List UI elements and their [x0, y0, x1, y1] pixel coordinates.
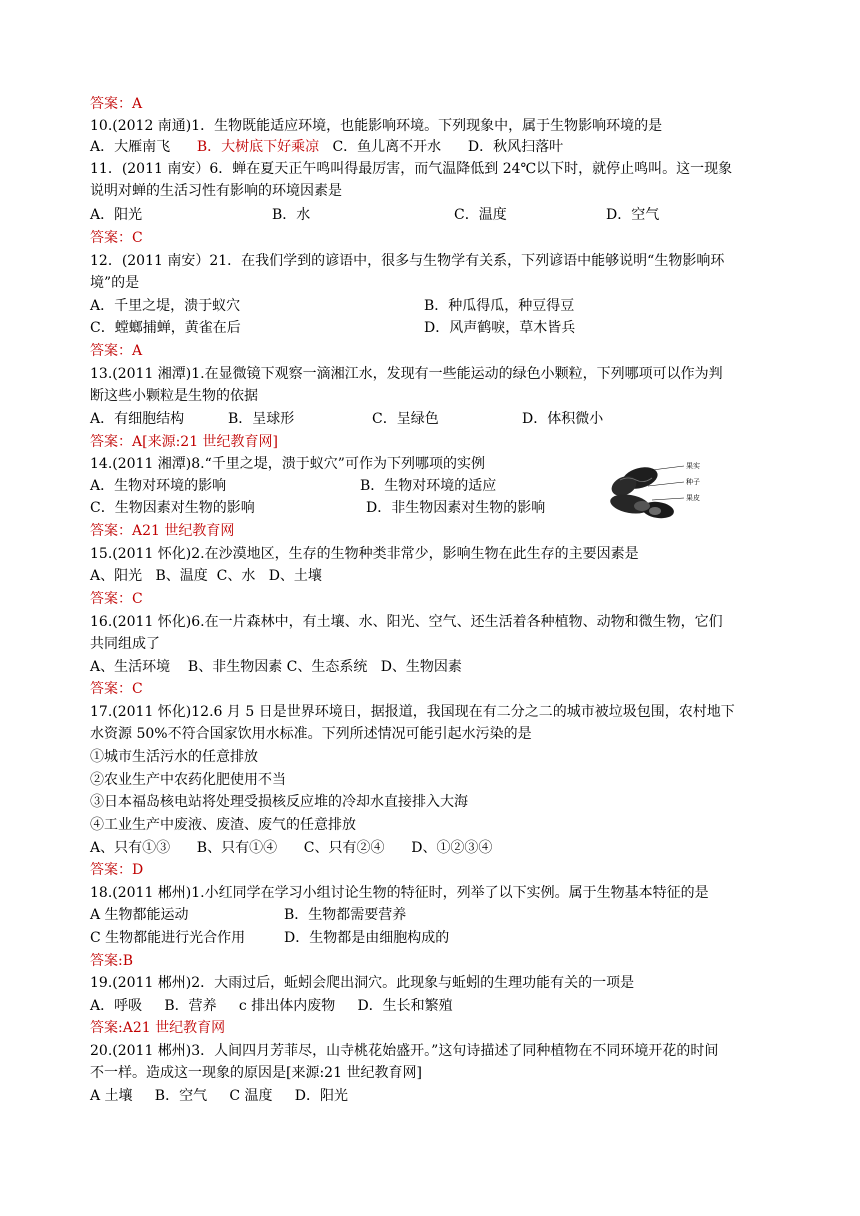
answer-line: 答案:A21 世纪教育网 [90, 1020, 226, 1036]
label-leader-line [648, 482, 684, 486]
figure-label-seed: 种子 [686, 478, 700, 486]
question-15-options: A、阳光 B、温度 C、水 D、土壤 [90, 568, 322, 584]
answer-line: 答案：C [90, 681, 143, 697]
peanut-shell-illustration [608, 464, 675, 520]
question-10: 10.(2012 南通)1．生物既能适应环境，也能影响环境。下列现象中，属于生物影响环境的是 [90, 118, 663, 134]
option-c: C．呈绿色 [372, 411, 439, 427]
option-c: C．生物因素对生物的影响 [90, 500, 255, 516]
question-17-item: ③日本福岛核电站将处理受损核反应堆的冷却水直接排入大海 [90, 794, 468, 810]
option-c: C．螳螂捕蝉，黄雀在后 [90, 320, 241, 336]
question-17-options: A、只有①③ B、只有①④ C、只有②④ D、①②③④ [90, 840, 493, 856]
answer-line: 答案：D [90, 862, 144, 878]
option-c: C．温度 [454, 207, 507, 223]
question-13-cont: 断这些小颗粒是生物的依据 [90, 388, 258, 404]
option-a: A．生物对环境的影响 [90, 478, 227, 494]
question-17-item: ①城市生活污水的任意排放 [90, 749, 258, 765]
option-d: D．体积微小 [522, 411, 604, 427]
answer-line: 答案：C [90, 230, 143, 246]
question-19-options: A．呼吸 B．营养 c 排出体内废物 D．生长和繁殖 [90, 998, 453, 1014]
question-18: 18.(2011 郴州)1.小红同学在学习小组讨论生物的特征时，列举了以下实例。属于生物基本特征的是 [90, 885, 709, 901]
answer-line: 答案：A [90, 343, 143, 359]
answer-line: 答案:B [90, 953, 134, 969]
question-10-options [90, 137, 563, 157]
question-13: 13.(2011 湘潭)1.在显微镜下观察一滴湘江水，发现有一些能运动的绿色小颗粒，下列哪项可以作为判 [90, 366, 723, 382]
question-11-cont: 说明对蝉的生活习性有影响的环境因素是 [90, 183, 342, 199]
option-a: A．千里之堤，溃于蚁穴 [90, 298, 241, 314]
option-text: C．鱼儿离不开水 D．秋风扫落叶 [319, 139, 564, 155]
option-d: D．风声鹤唳，草木皆兵 [424, 320, 576, 336]
option-b: B．生物都需要营养 [284, 907, 407, 923]
question-17-cont: 水资源 50%不符合国家饮用水标准。下列所述情况可能引起水污染的是 [90, 726, 532, 742]
question-16-options: A、生活环境 B、非生物因素 C、生态系统 D、生物因素 [90, 659, 462, 675]
option-text: A．大雁南飞 [90, 139, 197, 155]
label-leader-line [652, 498, 684, 500]
option-b: B．呈球形 [228, 411, 295, 427]
question-12-cont: 境”的是 [90, 275, 140, 291]
question-19: 19.(2011 郴州)2．大雨过后，蚯蚓会爬出洞穴。此现象与蚯蚓的生理功能有关的一项是 [90, 975, 635, 991]
answer-line: 答案：A [90, 96, 143, 112]
option-b: B．水 [272, 207, 311, 223]
question-16: 16.(2011 怀化)6.在一片森林中，有土壤、水、阳光、空气、还生活着各种植物、动物和微生物，它们 [90, 614, 723, 630]
option-a: A．有细胞结构 [90, 411, 185, 427]
option-b: B．种瓜得瓜，种豆得豆 [424, 298, 575, 314]
question-12: 12．(2011 南安）21．在我们学到的谚语中，很多与生物学有关系，下列谚语中能够说明“生物影响环 [90, 253, 725, 269]
option-d: D．非生物因素对生物的影响 [366, 500, 546, 516]
question-17-item: ④工业生产中废液、废渣、废气的任意排放 [90, 817, 356, 833]
peanut-diagram [600, 456, 710, 526]
answer-line: 答案：C [90, 591, 143, 607]
option-a: A．阳光 [90, 207, 143, 223]
option-text-highlighted: B．大树底下好乘凉 [196, 139, 320, 155]
option-b: B．生物对环境的适应 [360, 478, 497, 494]
option-a: A 生物都能运动 [90, 907, 189, 923]
figure-label-fruit: 果实 [686, 462, 700, 470]
question-20-options: A 土壤 B．空气 C 温度 D．阳光 [90, 1088, 348, 1104]
label-leader-line [652, 466, 684, 470]
question-20-cont: 不一样。造成这一现象的原因是[来源:21 世纪教育网] [90, 1065, 422, 1081]
question-16-cont: 共同组成了 [90, 636, 160, 652]
question-17: 17.(2011 怀化)12.6 月 5 日是世界环境日，据报道，我国现在有二分之二的城市被垃圾包围，农村地下 [90, 704, 735, 720]
answer-line: 答案：A[来源:21 世纪教育网] [90, 434, 279, 450]
question-14: 14.(2011 湘潭)8.“千里之堤，溃于蚁穴”可作为下列哪项的实例 [90, 456, 485, 472]
question-20: 20.(2011 郴州)3．人间四月芳菲尽，山寺桃花始盛开。”这句诗描述了同种植物在不同环境开花的时间 [90, 1043, 719, 1059]
question-15: 15.(2011 怀化)2.在沙漠地区，生存的生物种类非常少，影响生物在此生存的主要因素是 [90, 546, 639, 562]
question-17-item: ②农业生产中农药化肥使用不当 [90, 772, 286, 788]
option-d: D．空气 [606, 207, 660, 223]
question-11: 11．(2011 南安）6．蝉在夏天正午鸣叫得最厉害，而气温降低到 24℃以下时，就停止鸣叫。这一现象 [90, 161, 733, 177]
answer-line: 答案：A21 世纪教育网 [90, 523, 235, 539]
figure-label-pericarp: 果皮 [686, 494, 700, 502]
option-c: C 生物都能进行光合作用 [90, 930, 246, 946]
option-d: D．生物都是由细胞构成的 [284, 930, 450, 946]
